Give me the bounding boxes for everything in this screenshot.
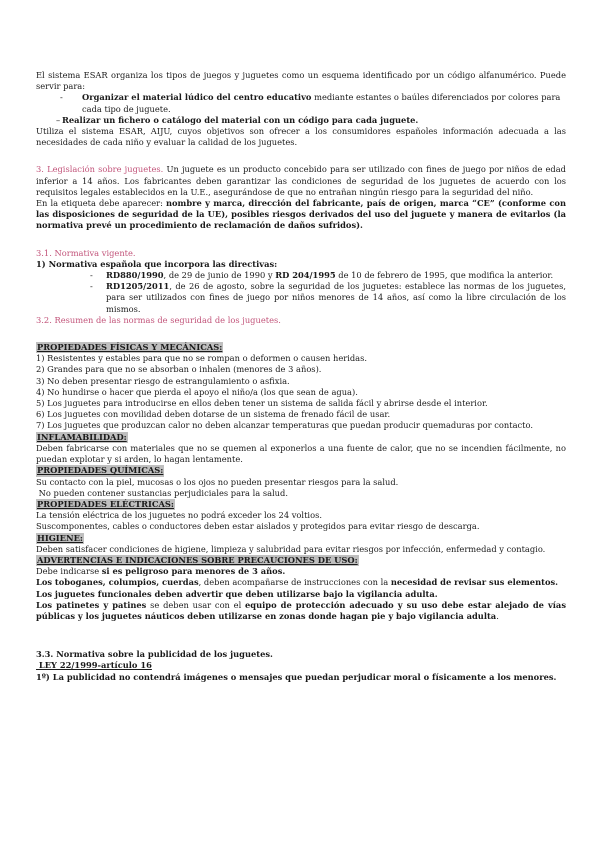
intro-paragraph: El sistema ESAR organiza los tipos de juegos y juguetes como un esquema identificado por un código alfanumérico. Puede servir para: bbox=[36, 70, 566, 92]
dash-icon: - bbox=[90, 281, 93, 292]
dash-icon: – bbox=[56, 114, 61, 125]
advertencia-line bbox=[36, 600, 566, 622]
advertencia-bold: Los patinetes y patines bbox=[36, 599, 147, 610]
higiene-title-row bbox=[36, 533, 566, 544]
label-requirements: nombre y marca, dirección del fabricante, país de origen, marca “CE” (conforme con las disposiciones de seguridad de la UE), posibles riesgos derivados del uso del juguete y manera de evitarlos (la normativa prevé un procedimiento de reclamación de daños sufridos). bbox=[36, 198, 566, 231]
advertencia-text: , deben acompañarse de instrucciones con la bbox=[198, 577, 391, 588]
list-item: 3) No deben presentar riesgo de estrangulamiento o asfixia. bbox=[36, 375, 290, 386]
section-3-heading: 3. Legislación sobre juguetes. bbox=[36, 164, 164, 175]
advertencias-title-row bbox=[36, 555, 566, 566]
section-3-body: Un juguete es un producto concebido para ser utilizado con fines de juego por niños de edad inferior a 14 años. Los fabricantes deben garantizar las condiciones de seguridad de los juguetes de acuerdo con los requisitos legales establecidos en la U.E., asegurándose de que no entrañan ningún riesgo para la seguridad del niño. bbox=[36, 164, 566, 197]
electricas-title-row bbox=[36, 499, 566, 510]
regulation-text: , de 26 de agosto, sobre la seguridad de los juguetes: establece las normas de los juguetes, para ser utilizados con fines de juego por niños menores de 14 años, así como la libre circulación de los mismos. bbox=[106, 281, 566, 314]
regulation-code: RD1205/2011 bbox=[106, 281, 170, 292]
advertencia-bold: equipo de protección adecuado y su uso debe estar alejado de vías públicas y los juguetes náuticos deben utilizarse en zonas donde hagan pie y bajo vigilancia adulta bbox=[36, 599, 566, 621]
advertencia-line: Los juguetes funcionales deben advertir que deben utilizarse bajo la vigilancia adulta. bbox=[36, 588, 438, 599]
label-paragraph bbox=[36, 198, 566, 232]
law-item: 1º) La publicidad no contendrá imágenes o mensajes que puedan perjudicar moral o físicamente a los menores. bbox=[36, 671, 557, 682]
esar-aiju-paragraph: Utiliza el sistema ESAR, AIJU, cuyos objetivos son ofrecer a los consumidores españoles información adecuada a las necesidades de cada niño y evaluar la calidad de los juguetes. bbox=[36, 126, 566, 148]
list-item: 7) Los juguetes que produzcan calor no deben alcanzar temperaturas que puedan producir quemaduras por contacto. bbox=[36, 420, 534, 431]
regulation-code: RD880/1990 bbox=[106, 270, 164, 281]
regulation-text: , de 29 de junio de 1990 y bbox=[163, 270, 276, 281]
inflamabilidad-title: INFLAMABILIDAD: bbox=[37, 431, 127, 442]
higiene-text: Deben satisfacer condiciones de higiene, limpieza y salubridad para evitar riesgos por infección, enfermedad y contagio. bbox=[36, 543, 546, 554]
advertencia-bold: si es peligroso para menores de 3 años. bbox=[101, 566, 286, 577]
quimicas-title-row bbox=[36, 465, 566, 476]
higiene-title: HIGIENE: bbox=[37, 532, 83, 543]
advertencia-line bbox=[36, 577, 566, 588]
section-3-paragraph bbox=[36, 164, 566, 198]
bullet-text: mediante estantes o baúles diferenciados por colores para cada tipo de juguete. bbox=[82, 92, 561, 114]
list-item bbox=[36, 281, 566, 315]
list-item bbox=[36, 115, 566, 126]
advertencia-line bbox=[36, 566, 566, 577]
inflamabilidad-title-row bbox=[36, 432, 566, 443]
list-item: 4) No hundirse o hacer que pierda el apoyo el niño/a (los que sean de agua). bbox=[36, 386, 358, 397]
advertencia-text: se deben usar con el bbox=[146, 599, 246, 610]
list-item: 1) Resistentes y estables para que no se rompan o deformen o causen heridas. bbox=[36, 353, 367, 364]
dash-icon: - bbox=[60, 92, 63, 103]
section-3-1-subheading: 1) Normativa española que incorpora las directivas: bbox=[36, 258, 278, 269]
document-page bbox=[36, 70, 566, 683]
bullet-bold-text: Organizar el material lúdico del centro educativo bbox=[82, 92, 312, 103]
regulation-text: de 10 de febrero de 1995, que modifica la anterior. bbox=[335, 270, 554, 281]
advertencia-text: Debe indicarse bbox=[36, 566, 102, 577]
inflamabilidad-text: Deben fabricarse con materiales que no se quemen al exponerlos a una fuente de calor, que no se incendien fácilmente, no puedan explotar y si arden, lo hagan lentamente. bbox=[36, 442, 566, 465]
label-intro: En la etiqueta debe aparecer: bbox=[36, 198, 166, 209]
advertencia-text: . bbox=[496, 610, 499, 621]
list-item: La tensión eléctrica de los juguetes no podrá exceder los 24 voltios. bbox=[36, 510, 322, 521]
advertencia-bold: Los toboganes, columpios, cuerdas bbox=[36, 577, 199, 588]
list-item bbox=[36, 92, 566, 114]
list-item: 5) Los juguetes para introducirse en ellos deben tener un sistema de salida fácil y abrirse desde el interior. bbox=[36, 398, 488, 409]
list-item: 6) Los juguetes con movilidad deben dotarse de un sistema de frenado fácil de usar. bbox=[36, 409, 391, 420]
law-row bbox=[36, 660, 566, 671]
advertencias-title: ADVERTENCIAS E INDICACIONES SOBRE PRECAUCIONES DE USO: bbox=[37, 554, 358, 565]
fisicas-title-row bbox=[36, 342, 566, 353]
dash-icon: - bbox=[90, 270, 93, 281]
regulation-code: RD 204/1995 bbox=[275, 270, 336, 281]
list-item: No pueden contener sustancias perjudiciales para la salud. bbox=[36, 487, 288, 498]
list-item bbox=[36, 270, 566, 281]
fisicas-title: PROPIEDADES FÍSICAS Y MECÁNICAS: bbox=[37, 342, 223, 353]
electricas-title: PROPIEDADES ELÉCTRICAS: bbox=[37, 498, 174, 509]
advertencia-bold: necesidad de revisar sus elementos. bbox=[390, 577, 559, 588]
list-item: Su contacto con la piel, mucosas o los ojos no pueden presentar riesgos para la salud. bbox=[36, 476, 399, 487]
list-item: Suscomponentes, cables o conductores deben estar aislados y protegidos para evitar riesgo de descarga. bbox=[36, 521, 480, 532]
intro-bullet-list bbox=[36, 92, 566, 126]
law-reference: LEY 22/1999-artículo 16 bbox=[36, 660, 152, 671]
list-item: 2) Grandes para que no se absorban o inhalen (menores de 3 años). bbox=[36, 364, 322, 375]
section-3-1-heading: 3.1. Normativa vigente. bbox=[36, 247, 136, 258]
section-3-2-heading: 3.2. Resumen de las normas de seguridad de los juguetes. bbox=[36, 314, 281, 325]
section-3-3-heading: 3.3. Normativa sobre la publicidad de los juguetes. bbox=[36, 649, 273, 660]
regulations-list bbox=[36, 270, 566, 315]
bullet-bold-text: Realizar un fichero o catálogo del material con un código para cada juguete. bbox=[62, 114, 419, 125]
quimicas-title: PROPIEDADES QUÍMICAS: bbox=[37, 465, 164, 476]
